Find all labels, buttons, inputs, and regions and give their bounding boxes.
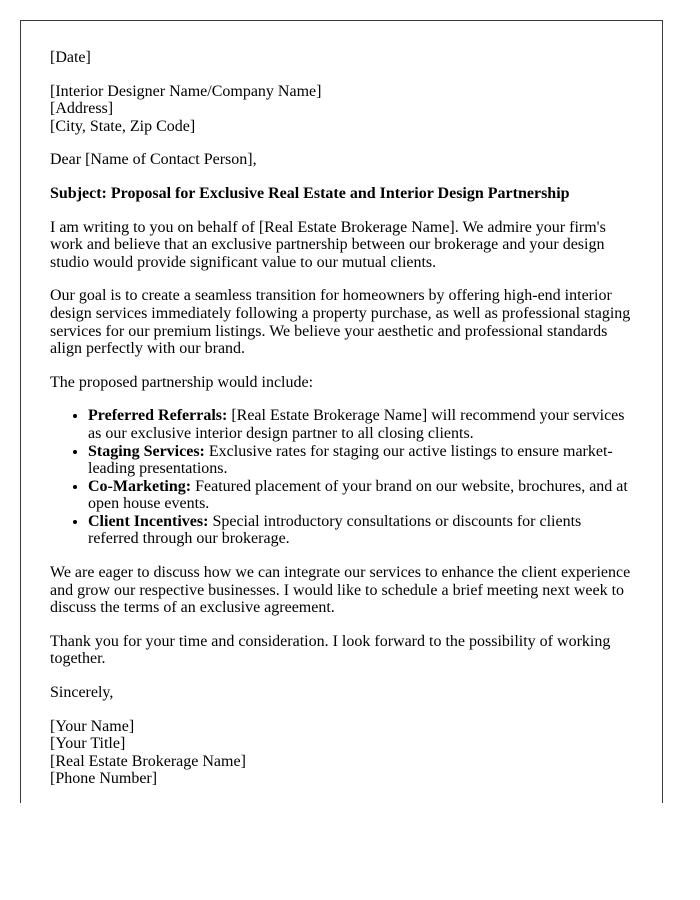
list-item-text: Exclusive rates for staging our active listings to ensure market-leading presentations. — [88, 442, 613, 478]
date-placeholder: [Date] — [50, 49, 91, 66]
partnership-list — [50, 407, 633, 548]
paragraph-list-intro: The proposed partnership would include: — [50, 373, 314, 391]
list-item-label: Preferred Referrals: — [88, 407, 228, 425]
paragraph-eager: We are eager to discuss how we can integrate our services to enhance the client experience and grow our respective businesses. I would like to schedule a brief meeting next week to discuss the terms of an exclusive agreement. — [50, 564, 631, 617]
signature-name: [Your Name] — [50, 717, 135, 735]
list-item-label: Client Incentives: — [88, 512, 209, 530]
recipient-address: [Address] — [50, 100, 114, 118]
paragraph-goal: Our goal is to create a seamless transition for homeowners by offering high-end interior design services immediately following a property purchase, as well as professional staging services for our premium listings. We believe your aesthetic and professional standards align perfectly with our brand. — [50, 287, 631, 358]
list-item-text: [Real Estate Brokerage Name] will recommend your services as our exclusive interior design partner to all closing clients. — [88, 407, 625, 442]
signature-company: [Real Estate Brokerage Name] — [50, 752, 246, 770]
signature-title: [Your Title] — [50, 735, 126, 753]
list-item-text: Special introductory consultations or discounts for clients referred through our brokerage. — [88, 512, 582, 548]
signature-phone: [Phone Number] — [50, 770, 158, 788]
closing: Sincerely, — [50, 684, 114, 702]
recipient-city-state-zip: [City, State, Zip Code] — [50, 117, 196, 135]
list-item — [88, 513, 633, 548]
list-item-text: Featured placement of your brand on our website, brochures, and at open house events. — [88, 477, 628, 513]
list-item — [88, 478, 633, 513]
paragraph-intro: I am writing to you on behalf of [Real Estate Brokerage Name]. We admire your firm's work and believe that an exclusive partnership between our brokerage and your design studio would provide significant value to our mutual clients. — [50, 218, 606, 271]
signature-block — [50, 718, 633, 788]
salutation: Dear [Name of Contact Person], — [50, 151, 257, 169]
letter-document — [20, 20, 663, 803]
paragraph-thanks: Thank you for your time and consideration. I look forward to the possibility of working together. — [50, 632, 611, 668]
list-item-label: Co-Marketing: — [88, 477, 192, 495]
list-item — [88, 407, 633, 442]
recipient-name: [Interior Designer Name/Company Name] — [50, 82, 322, 100]
recipient-block — [50, 83, 633, 136]
subject-line: Subject: Proposal for Exclusive Real Estate and Interior Design Partnership — [50, 184, 570, 202]
list-item — [88, 443, 633, 478]
list-item-label: Staging Services: — [88, 442, 205, 460]
